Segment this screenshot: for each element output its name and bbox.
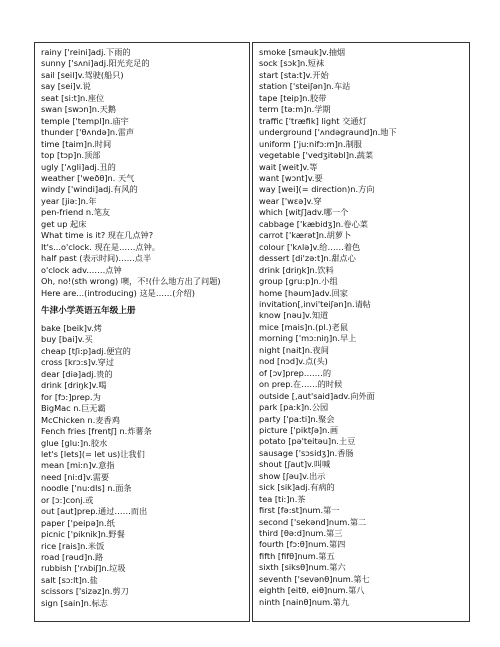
vocab-entry: temple ['templ]n.庙宇: [41, 115, 129, 126]
vocab-entry: mean [mi:n]v.意指: [41, 460, 115, 471]
vocab-entry: ugly ['ʌgli]adj.丑的: [41, 161, 116, 172]
vocab-entry: need [ni:d]v.需要: [41, 471, 110, 482]
vocab-entry: say [sei]v.说: [41, 81, 91, 92]
vocab-entry: fifth [fifθ]num.第五: [259, 550, 335, 561]
vocab-entry: Oh, no!(sth wrong) 噢，不!(什么地方出了问题): [41, 276, 221, 287]
vocab-entry: or [ɔ:]conj.或: [41, 494, 94, 505]
vocab-entry: Fench fries [frentʃ] n.炸薯条: [41, 426, 152, 437]
vocab-entry: wait [weit]v.等: [259, 161, 318, 172]
vocab-entry: second ['sekənd]num.第二: [259, 516, 367, 527]
vocab-entry: half past (表示时间)……点半: [41, 253, 152, 264]
vocab-entry: park [pa:k]n.公园: [259, 402, 329, 413]
vocab-entry: mice [mais]n.(pl.)老鼠: [259, 321, 348, 332]
vocab-entry: party ['pa:ti]n.聚会: [259, 413, 335, 424]
vocab-list-part-one: [41, 47, 244, 299]
vocab-entry: drink [driŋk]n.饮料: [259, 264, 334, 275]
vocab-entry: o'clock adv.……点钟: [41, 264, 122, 275]
vocab-entry: Here are...(introducing) 这是……(介绍): [41, 287, 195, 298]
vocab-entry: bake [beik]v.烤: [41, 322, 102, 333]
vocab-entry: top [tɔp]n.顶部: [41, 150, 101, 161]
vocab-entry: sock [sɔk]n.短袜: [259, 58, 325, 69]
vocab-entry: rubbish ['rʌbiʃ]n.垃圾: [41, 563, 126, 574]
vocab-entry: road [rəud]n.路: [41, 552, 104, 563]
vocab-entry: night [nait]n.夜间: [259, 344, 329, 355]
vocab-entry: It's...o'clock. 现在是……点钟。: [41, 241, 160, 252]
vocab-entry: picture ['piktʃə]n.画: [259, 424, 339, 435]
vocab-entry: sick [sik]adj.有病的: [259, 482, 335, 493]
vocab-entry: on prep.在……的时候: [259, 379, 343, 390]
vocab-entry: cross [krɔ:s]v.穿过: [41, 357, 115, 368]
vocab-entry: outside [,aut'said]adv.向外面: [259, 390, 375, 401]
vocab-entry: paper ['peipə]n.纸: [41, 517, 115, 528]
vocab-entry: know [nəu]v.知道: [259, 310, 329, 321]
vocab-entry: carrot ['kærət]n.胡萝卜: [259, 230, 352, 241]
vocab-entry: McChicken n.麦香鸡: [41, 414, 120, 425]
vocab-entry: scissors ['sizəz]n.剪刀: [41, 586, 129, 597]
vocab-entry: invitation[,invi'teiʃən]n.请帖: [259, 298, 371, 309]
vocab-entry: glue [glu:]n.胶水: [41, 437, 108, 448]
vocab-entry: sunny ['sʌni]adj.阳光充足的: [41, 58, 150, 69]
left-vocabulary-column: [34, 42, 250, 622]
vocab-entry: vegetable ['vedʒitəbl]n.蔬菜: [259, 150, 374, 161]
vocab-entry: tape [teip]n.胶带: [259, 92, 327, 103]
vocab-entry: start [sta:t]v.开始: [259, 69, 329, 80]
section-heading: 牛津小学英语五年级上册: [41, 305, 136, 316]
vocab-entry: colour ['kʌlə]v.给……着色: [259, 241, 361, 252]
vocab-entry: show [ʃəu]v.出示: [259, 470, 326, 481]
vocab-entry: thunder ['θʌndə]n.雷声: [41, 127, 135, 138]
vocab-entry: get up 起床: [41, 218, 87, 229]
vocab-entry: which [witʃ]adv.哪一个: [259, 207, 349, 218]
vocab-entry: uniform ['ju:nifɔ:m]n.制服: [259, 138, 362, 149]
vocab-entry: term [tə:m]n.学期: [259, 104, 331, 115]
vocab-entry: seat [si:t]n.座位: [41, 92, 105, 103]
vocab-entry: sign [sain]n.标志: [41, 597, 108, 608]
vocab-entry: third [θə:d]num.第三: [259, 528, 343, 539]
vocab-entry: buy [bai]v.买: [41, 334, 93, 345]
vocab-entry: year [jiə:]n.年: [41, 195, 97, 206]
vocab-entry: time [taim]n.时间: [41, 138, 112, 149]
vocab-entry: out [aut]prep.通过……而出: [41, 506, 148, 517]
vocab-entry: shout [ʃaut]v.叫喊: [259, 459, 331, 470]
vocab-entry: first [fə:st]num.第一: [259, 505, 340, 516]
vocab-entry: ninth [nainθ]num.第九: [259, 596, 350, 607]
vocab-entry: nod [nɔd]v.点(头): [259, 356, 328, 367]
vocab-entry: rainy ['reini]adj.下雨的: [41, 47, 131, 57]
vocab-entry: dear [diə]adj.贵的: [41, 368, 113, 379]
vocab-entry: dessert [di'zə:t]n.甜点心: [259, 253, 356, 264]
vocab-entry: smoke [sməuk]v.抽烟: [259, 47, 346, 57]
vocab-entry: morning ['mɔ:niŋ]n.早上: [259, 333, 357, 344]
vocab-entry: eighth [eitθ, eiθ]num.第八: [259, 585, 365, 596]
vocab-entry: of [ɔv]prep.……的: [259, 367, 332, 378]
vocab-entry: way [wei](= direction)n.方向: [259, 184, 375, 195]
vocab-entry: windy ['windi]adj.有风的: [41, 184, 138, 195]
vocab-entry: sixth [siksθ]num.第六: [259, 562, 346, 573]
vocab-entry: want [wɔnt]v.要: [259, 172, 323, 183]
vocab-entry: group [gru:p]n.小组: [259, 276, 338, 287]
vocab-entry: wear ['wɛə]v.穿: [259, 195, 322, 206]
right-vocabulary-column: [252, 42, 470, 622]
vocab-entry: What time is it? 现在几点钟?: [41, 230, 154, 241]
vocab-entry: picnic ['piknik]n.野餐: [41, 529, 125, 540]
vocab-entry: sail [seil]v.驾驶(船只): [41, 69, 124, 80]
vocab-list: [259, 47, 464, 608]
vocab-entry: salt [sɔ:lt]n.盐: [41, 574, 98, 585]
vocab-entry: pen-friend n.笔友: [41, 207, 111, 218]
vocab-entry: drink [driŋk]v.喝: [41, 380, 107, 391]
vocab-entry: potato [pə'teitəu]n.土豆: [259, 436, 356, 447]
vocab-entry: cabbage ['kæbidʒ]n.卷心菜: [259, 218, 368, 229]
vocab-entry: swan [swɔn]n.天鹅: [41, 104, 116, 115]
vocab-entry: noodle ['nu:dls] n.面条: [41, 483, 132, 494]
vocab-entry: BigMac n.巨无霸: [41, 403, 106, 414]
vocab-entry: station ['steiʃən]n.车站: [259, 81, 351, 92]
vocab-list-part-two: [41, 323, 244, 609]
vocab-entry: for [fɔ:]prep.为: [41, 391, 101, 402]
vocab-entry: let's [lets](= let us)让我们: [41, 448, 145, 459]
vocab-entry: rice [rais]n.米饭: [41, 540, 105, 551]
vocab-entry: sausage ['sɔsidʒ]n.香肠: [259, 447, 354, 458]
vocab-entry: home [həum]adv.回家: [259, 287, 348, 298]
vocab-entry: seventh ['sevənθ]num.第七: [259, 573, 370, 584]
vocab-entry: cheap [tʃi:p]adj.便宜的: [41, 345, 131, 356]
vocab-entry: tea [ti:]n.茶: [259, 493, 306, 504]
vocab-entry: underground ['ʌndəgraund]n.地下: [259, 127, 397, 138]
vocab-entry: traffic ['træfik] light 交通灯: [259, 115, 367, 126]
vocab-entry: weather ['weðθ]n. 天气: [41, 172, 135, 183]
vocab-entry: fourth [fɔ:θ]num.第四: [259, 539, 346, 550]
